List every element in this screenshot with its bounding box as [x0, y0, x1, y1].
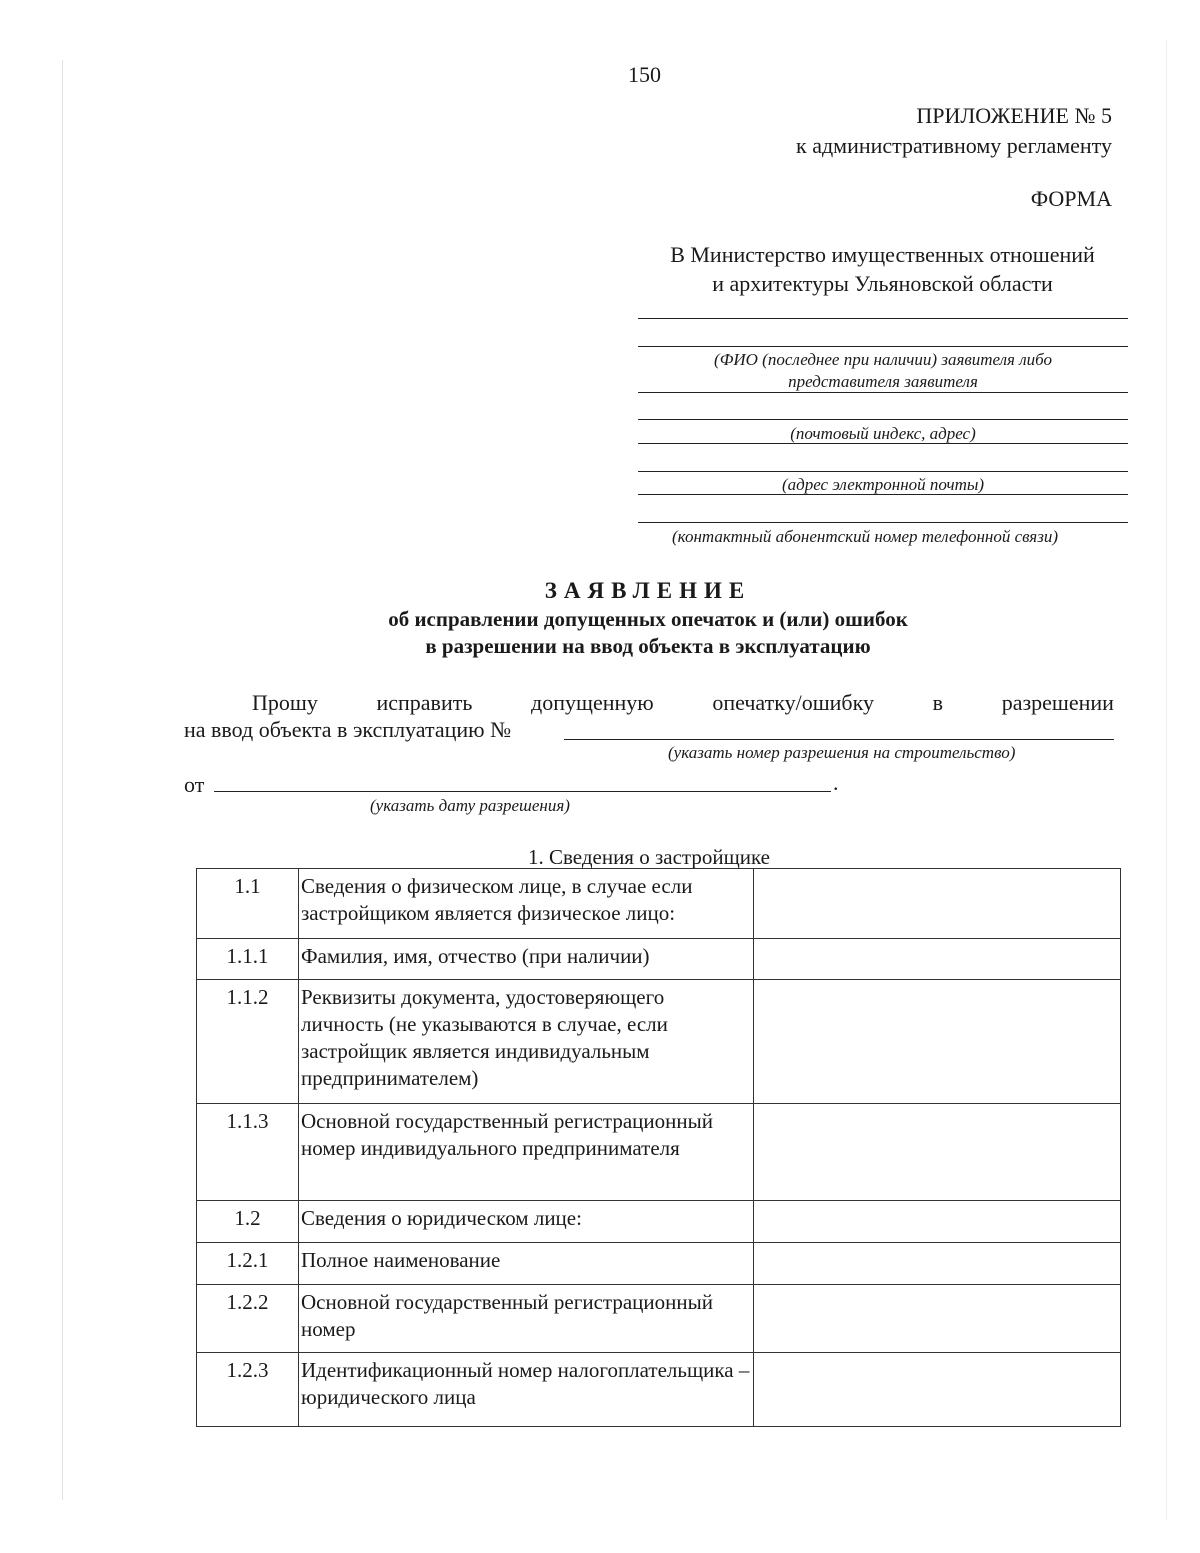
row-description: Сведения о физическом лице, в случае если застройщиком является физическое лицо:: [299, 869, 754, 939]
row-description: Реквизиты документа, удостоверяющего личность (не указываются в случае, если застройщик является индивидуальным предпринимателем): [299, 980, 754, 1104]
email-field-line-1[interactable]: [638, 471, 1128, 472]
phone-field-line[interactable]: [638, 522, 1128, 523]
table-row: [197, 1104, 1121, 1201]
form-label: ФОРМА: [1030, 186, 1112, 211]
applicant-name-caption-2: представителя заявителя: [788, 372, 978, 391]
permit-number-field[interactable]: [564, 739, 1114, 740]
row-number: 1.2: [197, 1201, 299, 1243]
recipient-line-2: и архитектуры Ульяновской области: [712, 271, 1053, 296]
row-number: 1.1.1: [197, 939, 299, 980]
row-number: 1.2.2: [197, 1285, 299, 1353]
row-description: Сведения о юридическом лице:: [299, 1201, 754, 1243]
recipient-line-1: В Министерство имущественных отношений: [670, 242, 1095, 267]
table-row: [197, 869, 1121, 939]
email-field-line-2[interactable]: [638, 494, 1128, 495]
row-value-field[interactable]: [754, 1201, 1121, 1243]
request-line-2: на ввод объекта в эксплуатацию №: [184, 717, 512, 742]
address-caption: (почтовый индекс, адрес): [790, 424, 976, 443]
address-field-line-1[interactable]: [638, 419, 1128, 420]
applicant-name-caption-1: (ФИО (последнее при наличии) заявителя либо: [714, 350, 1052, 369]
row-number: 1.2.3: [197, 1353, 299, 1427]
regulation-label: к административному регламенту: [796, 133, 1112, 158]
scan-edge-right: [1166, 40, 1167, 1520]
row-value-field[interactable]: [754, 939, 1121, 980]
row-description: Идентификационный номер налогоплательщика – юридического лица: [299, 1353, 754, 1427]
table-row: [197, 980, 1121, 1104]
request-line-1: [252, 690, 1114, 716]
permit-date-field[interactable]: [214, 791, 831, 792]
appendix-label: ПРИЛОЖЕНИЕ № 5: [916, 103, 1112, 128]
section-heading: 1. Сведения о застройщике: [527, 845, 770, 869]
permit-date-hint: (указать дату разрешения): [370, 796, 570, 815]
request-word: разрешении: [1001, 690, 1114, 715]
table-row: [197, 939, 1121, 980]
phone-caption: (контактный абонентский номер телефонной связи): [672, 527, 1058, 546]
applicant-name-field-line-1[interactable]: [638, 318, 1128, 319]
row-number: 1.1.2: [197, 980, 299, 1104]
row-value-field[interactable]: [754, 1243, 1121, 1285]
request-word: допущенную: [531, 690, 654, 715]
request-word: в: [932, 690, 944, 715]
row-value-field[interactable]: [754, 1104, 1121, 1201]
row-description: Основной государственный регистрационный номер: [299, 1285, 754, 1353]
permit-number-hint: (указать номер разрешения на строительство): [668, 743, 1016, 762]
from-dot: .: [833, 770, 839, 795]
row-number: 1.1: [197, 869, 299, 939]
row-number: 1.1.3: [197, 1104, 299, 1201]
table-row: [197, 1243, 1121, 1285]
document-title: ЗАЯВЛЕНИЕ: [544, 578, 752, 603]
table-row: [197, 1353, 1121, 1427]
from-word: от: [184, 772, 205, 797]
row-value-field[interactable]: [754, 869, 1121, 939]
page-number: 150: [628, 62, 661, 87]
request-word: исправить: [376, 690, 473, 715]
row-value-field[interactable]: [754, 1285, 1121, 1353]
developer-info-table: [196, 868, 1121, 1427]
request-word: опечатку/ошибку: [712, 690, 874, 715]
document-subtitle-1: об исправлении допущенных опечаток и (или) ошибок: [388, 607, 908, 631]
table-row: [197, 1201, 1121, 1243]
request-word: Прошу: [252, 690, 318, 715]
row-description: Фамилия, имя, отчество (при наличии): [299, 939, 754, 980]
table-row: [197, 1285, 1121, 1353]
scan-edge-left: [62, 60, 63, 1500]
document-subtitle-2: в разрешении на ввод объекта в эксплуатацию: [425, 634, 871, 658]
address-field-line-2[interactable]: [638, 443, 1128, 444]
email-caption: (адрес электронной почты): [781, 475, 985, 494]
row-value-field[interactable]: [754, 1353, 1121, 1427]
row-number: 1.2.1: [197, 1243, 299, 1285]
applicant-name-field-line-2[interactable]: [638, 346, 1128, 347]
recipient-block: [640, 240, 1125, 298]
applicant-name-field-line-3[interactable]: [638, 392, 1128, 393]
row-description: Полное наименование: [299, 1243, 754, 1285]
row-description: Основной государственный регистрационный номер индивидуального предпринимателя: [299, 1104, 754, 1201]
row-value-field[interactable]: [754, 980, 1121, 1104]
